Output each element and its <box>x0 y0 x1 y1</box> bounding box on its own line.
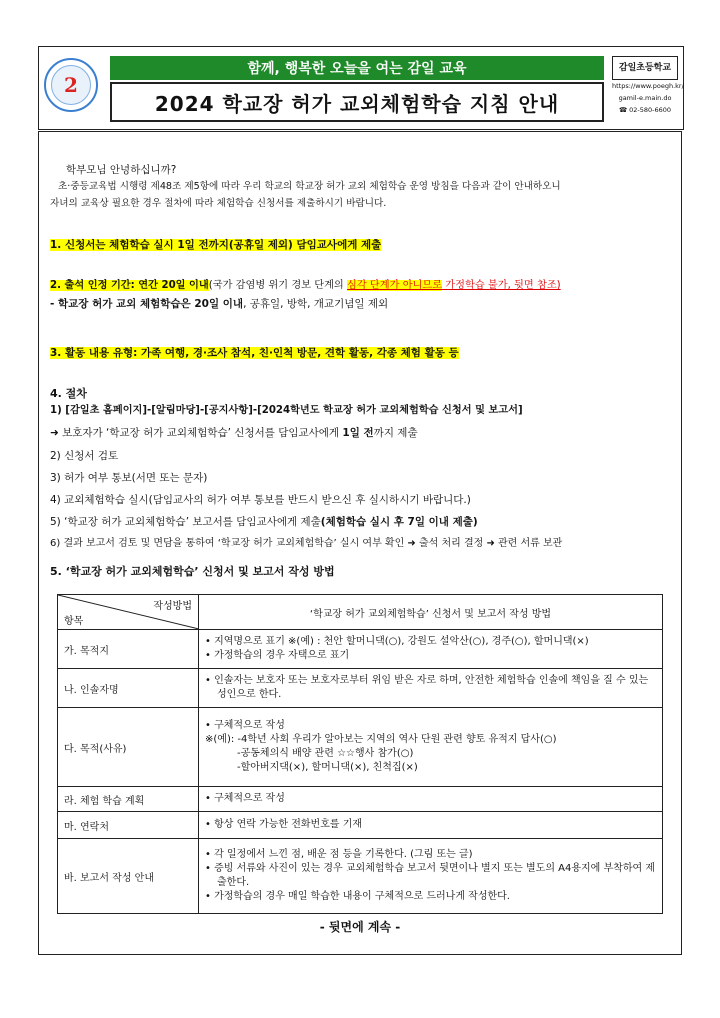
page-title: 2024 학교장 허가 교외체험학습 지침 안내 <box>110 82 604 122</box>
section-1-text: 1. 신청서는 체험학습 실시 1일 전까지(공휴일 제외) 담임교사에게 제출 <box>50 239 382 251</box>
section-2-alert: 심각 단계가 아니므로 <box>347 280 443 291</box>
school-site: gamil-e.main.do <box>618 94 672 102</box>
row-content <box>199 787 663 812</box>
table-row <box>58 708 663 787</box>
col-header-bottom: 항목 <box>64 616 84 627</box>
row-line: • 지역명으로 표기 ※(예) : 천안 할머니댁(○), 강원도 설악산(○), 경주(○), 할머니댁(×) <box>205 636 589 647</box>
row-content <box>199 839 663 914</box>
section-2 <box>50 279 670 293</box>
table-header-row <box>58 595 663 630</box>
section-2-sub-bold: - 학교장 허가 교외 체험학습은 20일 이내 <box>50 298 244 310</box>
row-label: 라. 체험 학습 계획 <box>58 787 199 812</box>
intro-line1: 초·중등교육법 시행령 제48조 제5항에 따라 우리 학교의 학교장 허가 교외 체험학습 운영 방침을 다음과 같이 안내하오니 <box>58 181 561 192</box>
table-row <box>58 630 663 669</box>
step-5-b: (체험학습 실시 후 7일 이내 제출) <box>320 516 478 528</box>
continued-note: - 뒷면에 계속 - <box>319 920 401 934</box>
step-2: 2) 신청서 검토 <box>50 450 119 462</box>
step-3: 3) 허가 여부 통보(서면 또는 문자) <box>50 472 208 484</box>
logo-emblem: 2 <box>51 65 91 105</box>
row-label: 가. 목적지 <box>58 630 199 669</box>
row-content <box>199 812 663 839</box>
step-6: 6) 결과 보고서 검토 및 면담을 통하여 ‘학교장 허가 교외체험학습’ 실시 여부 확인 ➜ 출석 처리 결정 ➜ 관련 서류 보관 <box>50 538 563 549</box>
col-header-right: ‘학교장 허가 교외체험학습’ 신청서 및 보고서 작성 방법 <box>199 595 663 630</box>
table-corner-cell <box>58 595 199 630</box>
row-label: 마. 연락처 <box>58 812 199 839</box>
row-label: 다. 목적(사유) <box>58 708 199 787</box>
school-name: 감일초등학교 <box>612 56 678 80</box>
step-5-a: 5) ‘학교장 허가 교외체험학습’ 보고서를 담임교사에게 제출 <box>50 516 321 528</box>
row-label: 나. 인솔자명 <box>58 669 199 708</box>
guide-table <box>57 594 663 914</box>
section-2-sub <box>50 297 670 311</box>
intro-line2: 자녀의 교육상 필요한 경우 절차에 따라 체험학습 신청서를 제출하시기 바랍니다. <box>50 198 387 209</box>
section-3-text: 3. 활동 내용 유형: 가족 여행, 경·조사 참석, 친·인척 방문, 견학 활동, 각종 체험 활동 등 <box>50 347 459 359</box>
row-line: • 구체적으로 작성 <box>205 793 285 804</box>
row-line: -공동체의식 배양 관련 ☆☆행사 참가(○) <box>237 748 414 759</box>
row-line: -할아버지댁(×), 할머니댁(×), 친척집(×) <box>237 762 418 773</box>
step-5 <box>50 515 670 529</box>
row-label: 바. 보고서 작성 안내 <box>58 839 199 914</box>
section-2-note: (국가 감염병 위기 경보 단계의 <box>208 280 348 291</box>
section-2-alert-tail: 가정학습 불가, 뒷면 참조) <box>442 280 561 291</box>
section-2-sub-rest: , 공휴일, 방학, 개교기념일 제외 <box>243 298 389 310</box>
row-line: • 가정학습의 경우 자택으로 표기 <box>205 650 350 661</box>
row-line: • 인솔자는 보호자 또는 보호자로부터 위임 받은 자로 하며, 안전한 체험학습 인솔에 책임을 질 수 있는 성인으로 한다. <box>205 675 649 700</box>
step-1b <box>50 426 670 440</box>
step-1b-b: 1일 전 <box>342 427 374 439</box>
table-row <box>58 812 663 839</box>
row-line: • 구체적으로 작성 <box>205 720 285 731</box>
school-url: https://www.poegh.kr/ <box>612 82 684 90</box>
slogan-banner: 함께, 행복한 오늘을 여는 감일 교육 <box>110 56 604 80</box>
section-3 <box>50 346 670 360</box>
step-1b-a: ➜ 보호자가 ‘학교장 허가 교외체험학습’ 신청서를 담임교사에게 <box>50 427 343 439</box>
row-content <box>199 708 663 787</box>
step-4: 4) 교외체험학습 실시(담임교사의 허가 여부 통보를 반드시 받으신 후 실시하시기 바랍니다.) <box>50 494 471 506</box>
section-4-heading: 4. 절차 <box>50 387 87 400</box>
section-2-title: 2. 출석 인정 기간: 연간 20일 이내 <box>50 280 209 291</box>
section-1 <box>50 238 670 252</box>
row-line: • 가정학습의 경우 매일 학습한 내용이 구체적으로 드러나게 작성한다. <box>205 891 510 902</box>
row-content <box>199 669 663 708</box>
row-line: • 항상 연락 가능한 전화번호를 기재 <box>205 819 363 830</box>
row-line: • 각 일정에서 느낀 점, 배운 점 등을 기록한다. (그림 또는 글) <box>205 849 473 860</box>
row-content <box>199 630 663 669</box>
col-header-top: 작성방법 <box>153 601 192 612</box>
section-5-heading: 5. ‘학교장 허가 교외체험학습’ 신청서 및 보고서 작성 방법 <box>50 565 335 578</box>
greeting: 학부모님 안녕하십니까? <box>66 164 177 176</box>
step-1: 1) [감일초 홈페이지]-[알림마당]-[공지사항]-[2024학년도 학교장 허가 교외체험학습 신청서 및 보고서] <box>50 405 523 416</box>
table-row <box>58 839 663 914</box>
school-logo <box>44 58 98 112</box>
step-1b-c: 까지 제출 <box>373 427 418 439</box>
row-line: • 증빙 서류와 사진이 있는 경우 교외체험학습 보고서 뒷면이나 별지 또는 별도의 A4용지에 부착하여 제출한다. <box>205 863 656 888</box>
table-row <box>58 787 663 812</box>
school-phone: ☎ 02-580-6600 <box>618 106 672 114</box>
table-row <box>58 669 663 708</box>
school-info <box>612 56 684 124</box>
row-line: ※(예): -4학년 사회 우리가 알아보는 지역의 역사 단원 관련 향토 유적지 답사(○) <box>205 734 557 745</box>
